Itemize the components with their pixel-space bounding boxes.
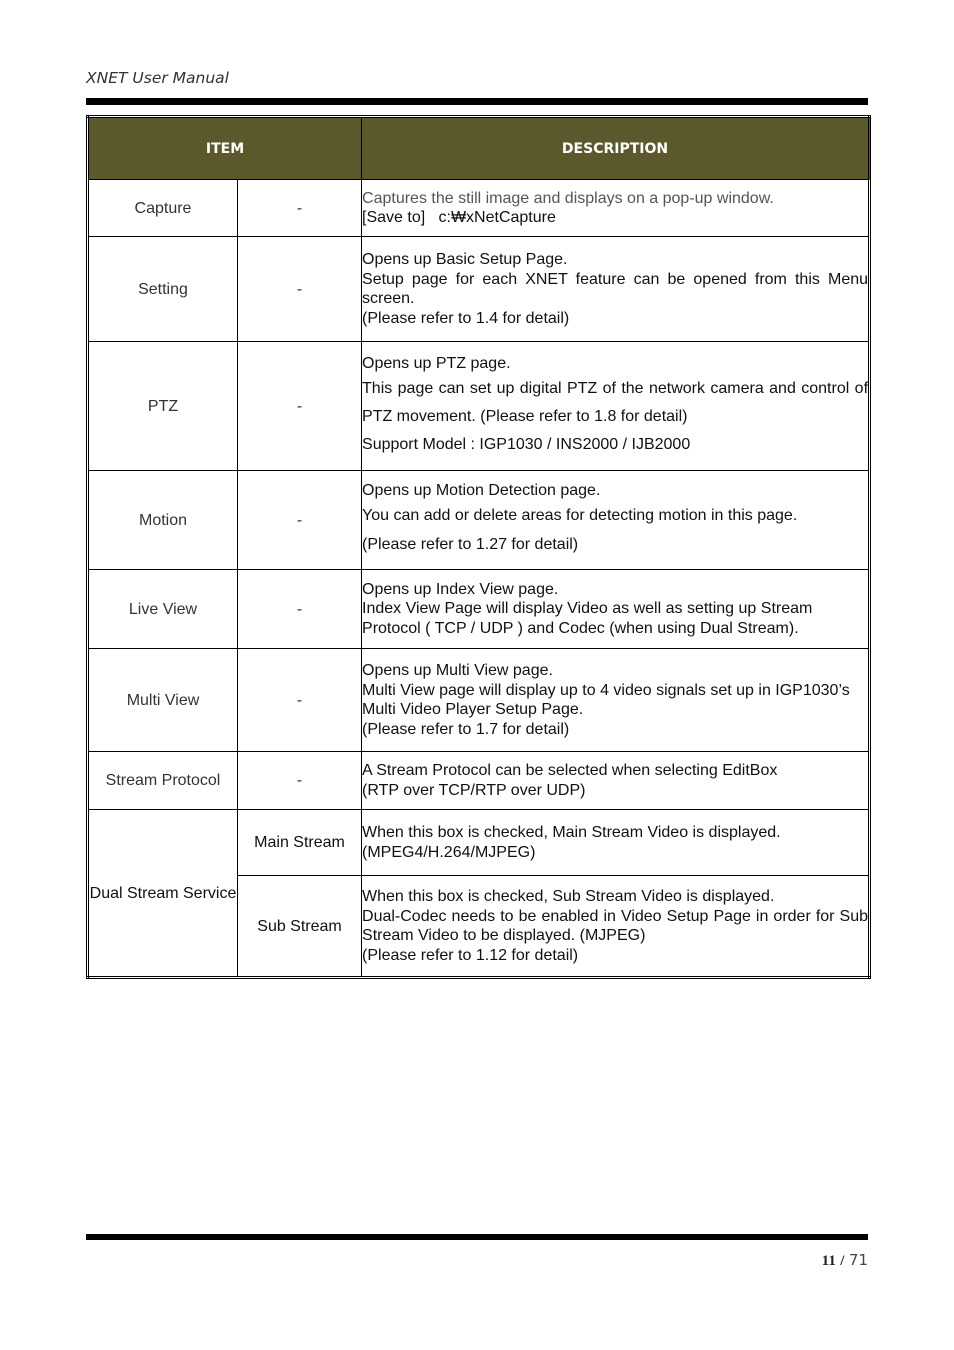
sub-item-cell: - [238, 180, 362, 237]
description-line: You can add or delete areas for detecting motion in this page. [362, 507, 798, 524]
description-line: (Please refer to 1.7 for detail) [362, 720, 570, 738]
description-line: Setup page for each XNET feature can be opened from this Menu screen. [362, 270, 869, 307]
table-row [88, 471, 870, 570]
description-line: [Save to] c:₩xNetCapture [362, 209, 556, 226]
description-cell [362, 570, 870, 649]
sub-item-cell: - [238, 752, 362, 810]
description-line: (Please refer to 1.4 for detail) [362, 309, 570, 327]
description-cell [362, 180, 870, 237]
table-row [88, 752, 870, 810]
description-cell [362, 649, 870, 752]
column-header-description: DESCRIPTION [362, 117, 870, 180]
description-line: Captures the still image and displays on a pop-up window. [362, 189, 774, 207]
description-line: (Please refer to 1.27 for detail) [362, 536, 579, 553]
header-rule [86, 98, 868, 105]
description-line: Dual-Codec needs to be enabled in Video Setup Page in order for Sub Stream Video to be displayed. (MJPEG) [362, 907, 869, 944]
description-cell [362, 810, 870, 876]
sub-item-cell: - [238, 649, 362, 752]
sub-item-cell: Sub Stream [238, 876, 362, 978]
description-line: (RTP over TCP/RTP over UDP) [362, 781, 586, 799]
description-line: This page can set up digital PTZ of the network camera and control of PTZ movement. (Please refer to 1.8 for detail) [362, 380, 869, 425]
table-row [88, 570, 870, 649]
page-separator: / [840, 1253, 845, 1269]
description-line: A Stream Protocol can be selected when selecting EditBox [362, 762, 778, 779]
description-line: Opens up PTZ page. [362, 355, 511, 372]
description-cell [362, 752, 870, 810]
description-line: Opens up Multi View page. [362, 662, 553, 679]
description-line: When this box is checked, Sub Stream Video is displayed. [362, 888, 775, 905]
item-cell: Stream Protocol [88, 752, 238, 810]
footer-rule [86, 1234, 868, 1240]
page-current: 11 [821, 1253, 836, 1269]
description-line: (Please refer to 1.12 for detail) [362, 946, 579, 964]
page-number [822, 1249, 868, 1272]
description-line: Opens up Index View page. [362, 580, 559, 598]
item-cell: Live View [88, 570, 238, 649]
description-line: Support Model : IGP1030 / INS2000 / IJB2000 [362, 436, 691, 453]
item-cell: Multi View [88, 649, 238, 752]
running-header-title: XNET User Manual [86, 69, 229, 87]
sub-item-cell: - [238, 237, 362, 342]
table-row [88, 649, 870, 752]
sub-item-cell: - [238, 471, 362, 570]
table-header-row [88, 117, 870, 180]
description-line: Multi View page will display up to 4 video signals set up in IGP1030’s Multi Video Player Setup Page. [362, 681, 850, 718]
table-row [88, 237, 870, 342]
description-line: (MPEG4/H.264/MJPEG) [362, 843, 536, 861]
description-cell [362, 876, 870, 978]
page-total: 71 [848, 1251, 868, 1269]
item-cell: Motion [88, 471, 238, 570]
description-cell [362, 342, 870, 471]
item-cell: Setting [88, 237, 238, 342]
description-line: Index View Page will display Video as well as setting up Stream Protocol ( TCP / UDP ) and Codec (when using Dual Stream). [362, 600, 813, 637]
sub-item-cell: - [238, 570, 362, 649]
sub-item-cell: - [238, 342, 362, 471]
column-header-item: ITEM [88, 117, 362, 180]
menu-items-table [86, 115, 871, 979]
table-row [88, 342, 870, 471]
table-row [88, 180, 870, 237]
item-cell: Capture [88, 180, 238, 237]
item-cell: Dual Stream Service [88, 810, 238, 978]
sub-item-cell: Main Stream [238, 810, 362, 876]
item-cell: PTZ [88, 342, 238, 471]
description-line: Opens up Motion Detection page. [362, 482, 601, 499]
description-line: Opens up Basic Setup Page. [362, 251, 568, 268]
description-cell [362, 471, 870, 570]
description-line: When this box is checked, Main Stream Video is displayed. [362, 824, 781, 841]
description-cell [362, 237, 870, 342]
table-row [88, 810, 870, 876]
